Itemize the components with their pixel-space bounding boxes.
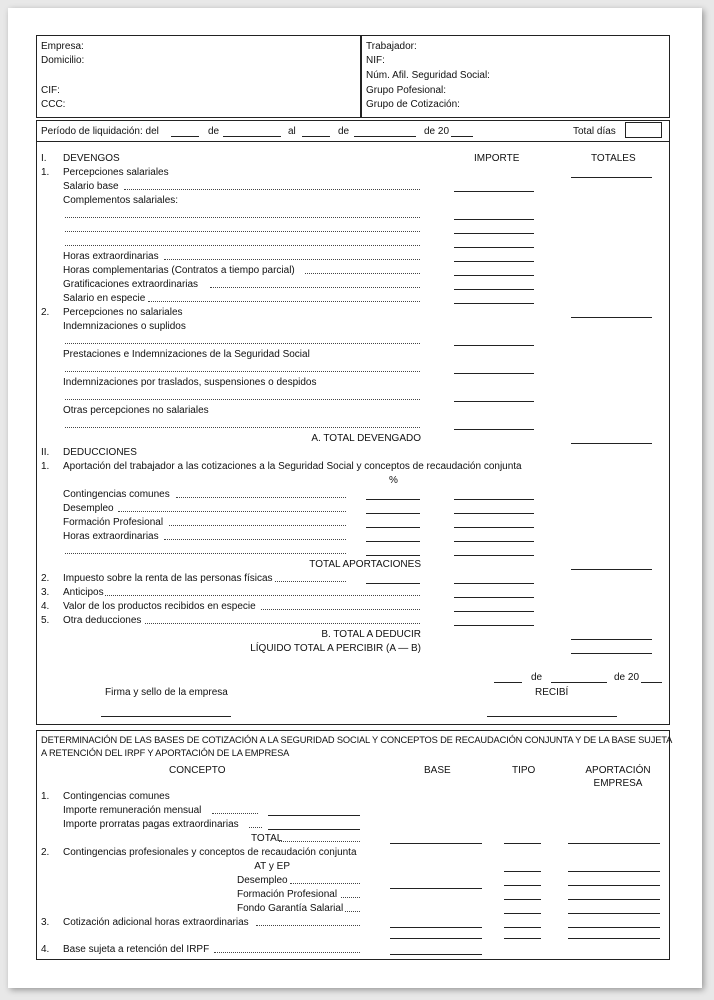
col-importe: IMPORTE (474, 153, 520, 164)
salario-especie: Salario en especie (63, 293, 146, 304)
ded-extra-importe[interactable] (454, 555, 534, 556)
total-salariales-line (571, 177, 652, 178)
bases-at-ep: AT y EP (254, 861, 290, 872)
bases-cc-aportacion[interactable] (568, 843, 660, 844)
afiliacion-label: Núm. Afil. Seguridad Social: (366, 70, 490, 81)
horas-extraordinarias: Horas extraordinarias (63, 251, 159, 262)
ded-otra: Otra deducciones (63, 615, 142, 626)
horas-comp-importe[interactable] (454, 275, 534, 276)
bases-remuneracion-dots (212, 813, 258, 814)
bases-title-1: DETERMINACIÓN DE LAS BASES DE COTIZACIÓN A LA SEGURIDAD SOCIAL Y CONCEPTOS DE RECAUDACIÓN CONJUNTA Y DE LA BASE SUJETA (41, 735, 673, 745)
devengos-n1: 1. (41, 167, 50, 178)
ded-n3: 3. (41, 587, 50, 598)
ded-extra-dots (65, 553, 346, 554)
bases-desempleo: Desempleo (237, 875, 288, 886)
ded-contingencias-dots (176, 497, 346, 498)
bases-adicional-aportacion-2[interactable] (568, 938, 660, 939)
payslip-page (8, 8, 702, 988)
bases-desempleo-dots (290, 883, 360, 884)
total-dias-label: Total días (573, 126, 616, 137)
periodo-divider (36, 141, 670, 142)
grupo-cotizacion-label: Grupo de Cotización: (366, 99, 460, 110)
bases-n3: 3. (41, 917, 50, 928)
total-no-salariales-line (571, 317, 652, 318)
firma-empresa-label: Firma y sello de la empresa (105, 687, 228, 698)
ded-productos-importe[interactable] (454, 611, 534, 612)
ded-irpf: Impuesto sobre la renta de las personas físicas (63, 573, 273, 584)
otras-percepciones: Otras percepciones no salariales (63, 405, 209, 416)
complemento-2-dots (65, 231, 420, 232)
ded-otra-importe[interactable] (454, 625, 534, 626)
bases-cc-tipo[interactable] (504, 843, 541, 844)
periodo-mes2-line (354, 136, 416, 137)
devengos-n2: 2. (41, 307, 50, 318)
ded-anticipos: Anticipos (63, 587, 104, 598)
aportacion-trabajador: Aportación del trabajador a las cotizaciones a la Seguridad Social y conceptos de recaudación conjunta (63, 461, 522, 472)
bases-n1: 1. (41, 791, 50, 802)
bases-fondo-aportacion[interactable] (568, 913, 660, 914)
col-base: BASE (424, 765, 451, 776)
firma-de20: de 20 (614, 672, 640, 683)
col-concepto: CONCEPTO (169, 765, 226, 776)
complemento-1-importe[interactable] (454, 219, 534, 220)
bases-profesionales: Contingencias profesionales y conceptos de recaudación conjunta (63, 847, 357, 858)
ded-formacion-importe[interactable] (454, 527, 534, 528)
traslados-importe[interactable] (454, 401, 534, 402)
bases-irpf-dots (214, 952, 360, 953)
ded-formacion: Formación Profesional (63, 517, 164, 528)
empresa-label: Empresa: (41, 41, 84, 52)
pct-header: % (389, 475, 398, 486)
bases-formacion-tipo[interactable] (504, 899, 541, 900)
total-aportaciones-line[interactable] (571, 569, 652, 570)
bases-remuneracion: Importe remuneración mensual (63, 805, 202, 816)
bases-at-ep-aportacion[interactable] (568, 871, 660, 872)
employer-box (36, 35, 361, 118)
ded-desempleo: Desempleo (63, 503, 114, 514)
periodo-al: al (288, 126, 296, 137)
indemnizaciones-traslados: Indemnizaciones por traslados, suspensiones o despidos (63, 377, 317, 388)
ded-formacion-dots (169, 525, 346, 526)
complemento-1-dots (65, 217, 420, 218)
gratificaciones-importe[interactable] (454, 289, 534, 290)
ded-horas-extra: Horas extraordinarias (63, 531, 159, 542)
firma-mes-line[interactable] (551, 682, 607, 683)
bases-total-dots (279, 841, 360, 842)
bases-adicional-aportacion[interactable] (568, 927, 660, 928)
ded-desempleo-pct[interactable] (366, 513, 420, 514)
bases-remuneracion-value[interactable] (268, 815, 360, 816)
bases-n4: 4. (41, 944, 50, 955)
gratificaciones-dots (210, 287, 420, 288)
bases-adicional: Cotización adicional horas extraordinarias (63, 917, 249, 928)
salario-especie-dots (148, 301, 420, 302)
prestaciones-dots (65, 371, 420, 372)
ded-otra-dots (145, 623, 420, 624)
devengos-num: I. (41, 153, 47, 164)
bases-irpf-base[interactable] (390, 954, 482, 955)
horas-extra-dots (164, 259, 420, 260)
ded-contingencias: Contingencias comunes (63, 489, 170, 500)
periodo-de20: de 20 (424, 126, 450, 137)
firma-de1: de (531, 672, 543, 683)
ded-irpf-pct[interactable] (366, 583, 420, 584)
traslados-dots (65, 399, 420, 400)
bases-formacion: Formación Profesional (237, 889, 338, 900)
percepciones-no-salariales: Percepciones no salariales (63, 307, 183, 318)
bases-formacion-aportacion[interactable] (568, 899, 660, 900)
total-deducir-label: B. TOTAL A DEDUCIR (321, 629, 421, 640)
recibi-label: RECIBÍ (535, 687, 569, 698)
deducciones-n1: 1. (41, 461, 50, 472)
prestaciones-importe[interactable] (454, 373, 534, 374)
ded-irpf-importe[interactable] (454, 583, 534, 584)
ded-contingencias-pct[interactable] (366, 499, 420, 500)
complemento-3-importe[interactable] (454, 247, 534, 248)
ded-anticipos-dots (105, 595, 420, 596)
bases-adicional-base-2[interactable] (390, 938, 482, 939)
ccc-label: CCC: (41, 99, 66, 110)
bases-prorratas-value[interactable] (268, 829, 360, 830)
ded-horas-extra-dots (164, 539, 346, 540)
gratificaciones: Gratificaciones extraordinarias (63, 279, 199, 290)
ded-formacion-pct[interactable] (366, 527, 420, 528)
salario-base-importe[interactable] (454, 191, 534, 192)
complemento-3-dots (65, 245, 420, 246)
ded-desempleo-dots (118, 511, 346, 512)
ded-anticipos-importe[interactable] (454, 597, 534, 598)
bases-fondo-dots (345, 911, 360, 912)
complemento-2-importe[interactable] (454, 233, 534, 234)
col-aportacion-2: EMPRESA (593, 778, 643, 789)
nif-label: NIF: (366, 55, 385, 66)
complementos-salariales: Complementos salariales: (63, 195, 179, 206)
total-devengado-line[interactable] (571, 443, 652, 444)
total-dias-field[interactable] (625, 122, 662, 138)
salario-especie-importe[interactable] (454, 303, 534, 304)
salario-base-dots (124, 189, 420, 190)
bases-prorratas-dots (249, 827, 262, 828)
col-totales: TOTALES (591, 153, 636, 164)
horas-comp-dots (305, 273, 420, 274)
ded-productos-dots (261, 609, 420, 610)
ded-horas-extra-importe[interactable] (454, 541, 534, 542)
indemnizaciones-dots (65, 343, 420, 344)
horas-complementarias: Horas complementarias (Contratos a tiempo parcial) (63, 265, 295, 276)
periodo-de2: de (338, 126, 350, 137)
bases-adicional-tipo-2[interactable] (504, 938, 541, 939)
ded-n2: 2. (41, 573, 50, 584)
ded-contingencias-importe[interactable] (454, 499, 534, 500)
bases-n2: 2. (41, 847, 50, 858)
bases-title-2: A RETENCIÓN DEL IRPF Y APORTACIÓN DE LA EMPRESA (41, 748, 290, 758)
firma-year-line[interactable] (641, 682, 662, 683)
ded-desempleo-importe[interactable] (454, 513, 534, 514)
ded-extra-pct[interactable] (366, 555, 420, 556)
domicilio-label: Domicilio: (41, 55, 85, 66)
liquido-label: LÍQUIDO TOTAL A PERCIBIR (A — B) (250, 643, 421, 654)
indemnizaciones-importe[interactable] (454, 345, 534, 346)
liquido-line[interactable] (571, 653, 652, 654)
bases-adicional-dots (256, 925, 360, 926)
recibi-line[interactable] (487, 716, 617, 717)
ded-productos: Valor de los productos recibidos en especie (63, 601, 256, 612)
total-devengado-label: A. TOTAL DEVENGADO (311, 433, 421, 444)
trabajador-label: Trabajador: (366, 41, 417, 52)
percepciones-salariales: Percepciones salariales (63, 167, 169, 178)
periodo-de1: de (208, 126, 220, 137)
bases-desempleo-aportacion[interactable] (568, 885, 660, 886)
horas-extra-importe[interactable] (454, 261, 534, 262)
otras-importe[interactable] (454, 429, 534, 430)
bases-profesionales-base[interactable] (390, 888, 482, 889)
periodo-mes-line (223, 136, 281, 137)
deducciones-title: DEDUCCIONES (63, 447, 137, 458)
ded-n4: 4. (41, 601, 50, 612)
col-aportacion-1: APORTACIÓN (585, 765, 651, 776)
deducciones-num: II. (41, 447, 50, 458)
col-tipo: TIPO (512, 765, 536, 776)
bases-irpf: Base sujeta a retención del IRPF (63, 944, 210, 955)
ded-n5: 5. (41, 615, 50, 626)
bases-fondo-tipo[interactable] (504, 913, 541, 914)
cif-label: CIF: (41, 85, 60, 96)
bases-adicional-base[interactable] (390, 927, 482, 928)
bases-cc-base[interactable] (390, 843, 482, 844)
bases-at-ep-tipo[interactable] (504, 871, 541, 872)
bases-formacion-dots (341, 897, 360, 898)
bases-prorratas: Importe prorratas pagas extraordinarias (63, 819, 239, 830)
salario-base: Salario base (63, 181, 119, 192)
bases-adicional-tipo[interactable] (504, 927, 541, 928)
ded-irpf-dots (275, 581, 346, 582)
total-deducir-line[interactable] (571, 639, 652, 640)
firma-dia-line[interactable] (494, 682, 522, 683)
firma-empresa-line[interactable] (101, 716, 231, 717)
total-aportaciones-label: TOTAL APORTACIONES (309, 559, 421, 570)
bases-total: TOTAL (251, 833, 283, 844)
indemnizaciones-suplidos: Indemnizaciones o suplidos (63, 321, 186, 332)
periodo-dia-line (171, 136, 199, 137)
grupo-profesional-label: Grupo Pofesional: (366, 85, 447, 96)
bases-fondo: Fondo Garantía Salarial (237, 903, 344, 914)
periodo-label: Período de liquidación: del (41, 126, 159, 137)
otras-dots (65, 427, 420, 428)
periodo-dia2-line (302, 136, 330, 137)
bases-desempleo-tipo[interactable] (504, 885, 541, 886)
bases-contingencias: Contingencias comunes (63, 791, 170, 802)
devengos-title: DEVENGOS (63, 153, 120, 164)
prestaciones-ss: Prestaciones e Indemnizaciones de la Seguridad Social (63, 349, 310, 360)
periodo-year-line (451, 136, 473, 137)
ded-horas-extra-pct[interactable] (366, 541, 420, 542)
